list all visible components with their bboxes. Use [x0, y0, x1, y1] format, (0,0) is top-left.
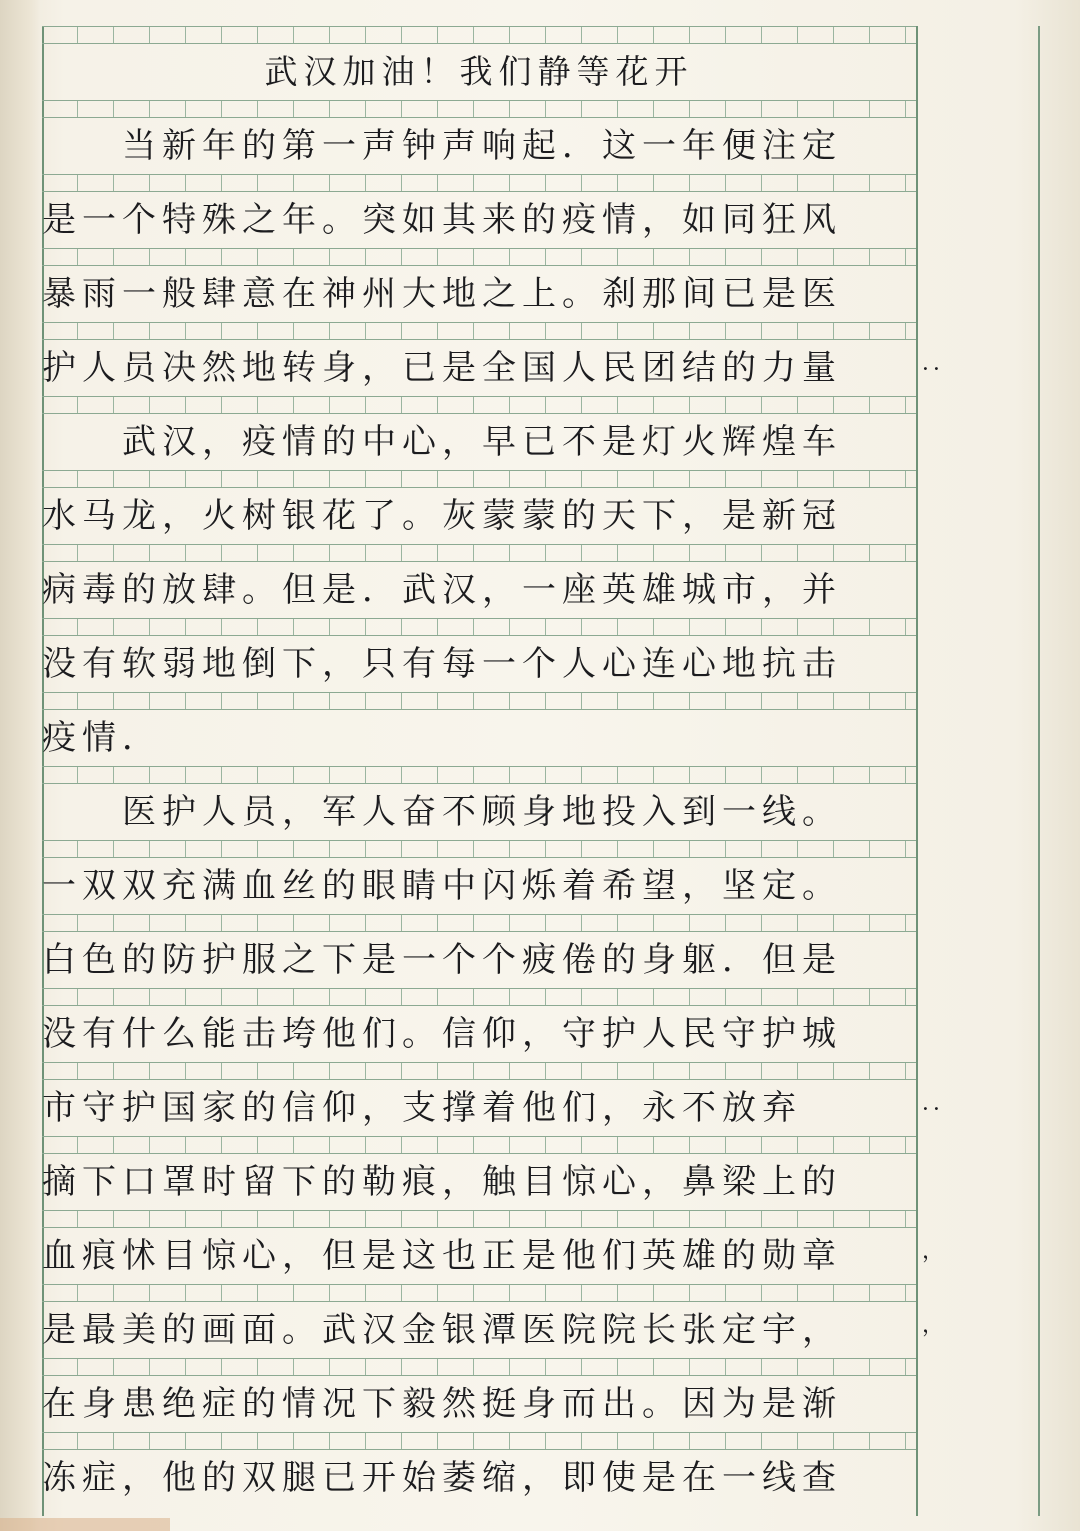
text-line: 是最美的画面。武汉金银潭医院院长张定宇，	[42, 1310, 842, 1350]
margin-punctuation: ，	[922, 1313, 945, 1338]
grid-row	[42, 396, 916, 470]
grid-row	[42, 1062, 916, 1136]
text-line: 护人员决然地转身，已是全国人民团结的力量	[42, 348, 842, 388]
grid-row	[42, 914, 916, 988]
text-line: 没有什么能击垮他们。信仰，守护人民守护城	[42, 1014, 842, 1054]
margin-punctuation: ．．	[922, 1091, 956, 1116]
text-line: 摘下口罩时留下的勒痕，触目惊心，鼻梁上的	[42, 1162, 842, 1202]
text-line: 病毒的放肆。但是．武汉，一座英雄城市，并	[42, 570, 842, 610]
text-line: 医护人员，军人奋不顾身地投入到一线。	[122, 792, 842, 832]
grid-row	[42, 1358, 916, 1432]
text-line: 市守护国家的信仰，支撑着他们，永不放弃	[42, 1088, 802, 1128]
grid-row	[42, 840, 916, 914]
grid-row	[42, 1210, 916, 1284]
grid-row	[42, 766, 916, 840]
margin-punctuation: ，	[922, 1239, 945, 1264]
text-line: 一双双充满血丝的眼睛中闪烁着希望，坚定。	[42, 866, 842, 906]
outer-margin-rule	[1038, 26, 1040, 1516]
text-line: 是一个特殊之年。突如其来的疫情，如同狂风	[42, 200, 842, 240]
grid-row	[42, 248, 916, 322]
right-margin-rule	[916, 26, 918, 1516]
text-line: 白色的防护服之下是一个个疲倦的身躯．但是	[42, 940, 842, 980]
grid-row	[42, 26, 916, 100]
text-line: 在身患绝症的情况下毅然挺身而出。因为是渐	[42, 1384, 842, 1424]
grid-row	[42, 692, 916, 766]
grid-row	[42, 1136, 916, 1210]
text-line: 武汉，疫情的中心，早已不是灯火辉煌车	[122, 422, 842, 462]
text-line: 当新年的第一声钟声响起．这一年便注定	[122, 126, 842, 166]
grid-row	[42, 988, 916, 1062]
writing-grid	[42, 26, 916, 1516]
text-line: 血痕怵目惊心，但是这也正是他们英雄的勋章	[42, 1236, 842, 1276]
text-line: 暴雨一般肆意在神州大地之上。刹那间已是医	[42, 274, 842, 314]
grid-row	[42, 470, 916, 544]
grid-row	[42, 322, 916, 396]
grid-row	[42, 544, 916, 618]
essay-title: 武汉加油！我们静等花开	[264, 52, 694, 91]
page-binding-edge	[0, 0, 40, 1531]
margin-punctuation: ．．	[922, 351, 956, 376]
text-line: 冻症，他的双腿已开始萎缩，即使是在一线查	[42, 1458, 842, 1498]
grid-row	[42, 618, 916, 692]
text-line: 疫情．	[42, 718, 162, 758]
text-line: 水马龙，火树银花了。灰蒙蒙的天下，是新冠	[42, 496, 842, 536]
paper-stain	[0, 1518, 170, 1531]
grid-row	[42, 1432, 916, 1506]
grid-row	[42, 100, 916, 174]
grid-row	[42, 174, 916, 248]
grid-row	[42, 1284, 916, 1358]
text-line: 没有软弱地倒下，只有每一个人心连心地抗击	[42, 644, 842, 684]
